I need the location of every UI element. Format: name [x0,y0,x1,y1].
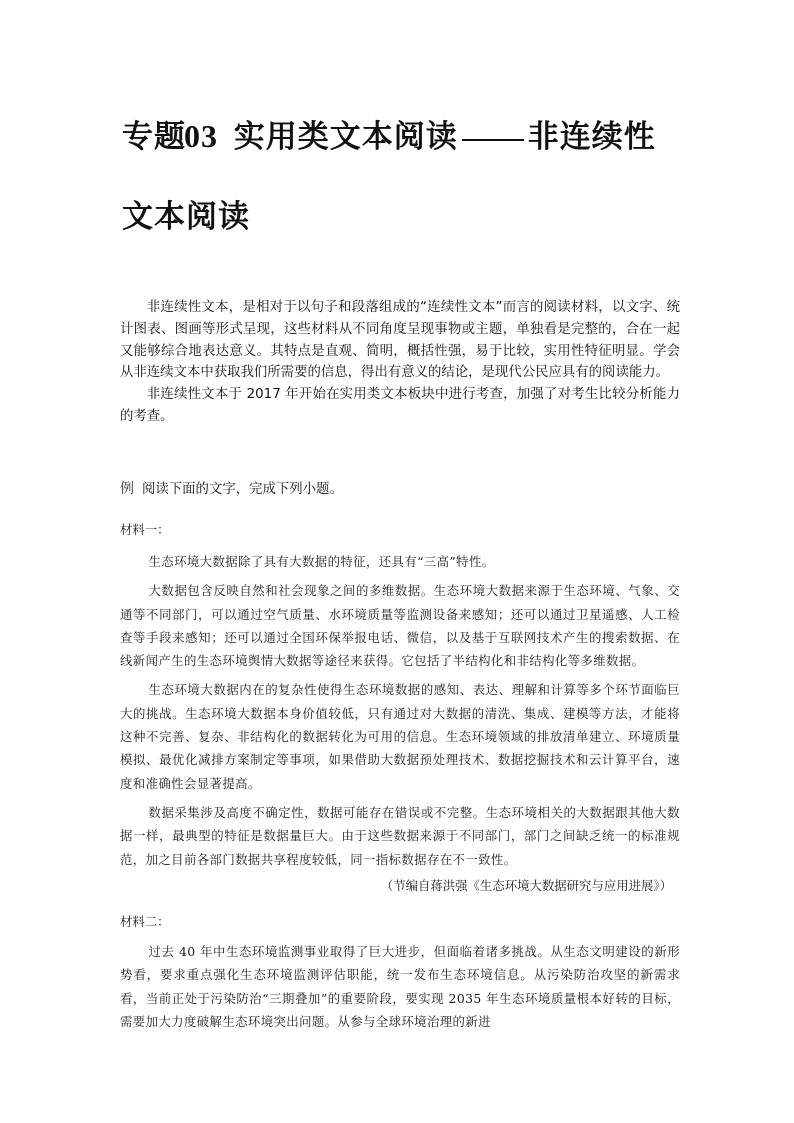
material-two-label: 材料二： [120,914,170,929]
material-one-label: 材料一： [120,522,170,537]
material-one-source: （节编自蒋洪强《生态环境大数据研究与应用进展》） [380,877,672,893]
intro-section [120,297,680,428]
title-line2: 文本阅读 [122,199,250,235]
intro-paragraph-1: 非连续性文本，是相对于以句子和段落组成的“连续性文本”而言的阅读材料，以文字、统计图表、图画等形式呈现，这些材料从不同角度呈现事物或主题，单独看是完整的，合在一起又能够综合地表达意义。其特点是直观、简明，概括性强，易于比较，实用性特征明显。学会从非连续文本中获取我们所需要的信息，得出有意义的结论，是现代公民应具有的阅读能力。 [120,300,680,381]
title-suffix: 非连续性 [527,119,656,155]
example-instruction: 阅读下面的文字，完成下列小题。 [142,482,343,497]
title-prefix: 专题 [122,119,186,155]
material-two-paragraph-1: 过去 40 年中生态环境监测事业取得了巨大进步，但面临着诸多挑战。从生态文明建设的新形势看，要求重点强化生态环境监测评估职能，统一发布生态环境信息。从污染防治攻坚的新需求看，当前正处于污染防治“三期叠加”的重要阶段，要实现 2035 年生态环境质量根本好转的目标，需要加大力度破解生态环境突出问题。从参与全球环境治理的新进 [120,944,680,1029]
intro-paragraph-2: 非连续性文本于 2017 年开始在实用类文本板块中进行考查，加强了对考生比较分析能力的考查。 [120,387,680,424]
material-one-paragraph-3: 生态环境大数据内在的复杂性使得生态环境数据的感知、表达、理解和计算等多个环节面临巨大的挑战。生态环境大数据本身价值较低，只有通过对大数据的清洗、集成、建模等方法，才能将这种不完善、复杂、非结构化的数据转化为可用的信息。生态环境领域的排放清单建立、环境质量模拟、最优化减排方案制定等事项，如果借助大数据预处理技术、数据挖掘技术和云计算平台，速度和准确性会显著提高。 [120,682,680,791]
page-title [122,96,722,257]
material-one-paragraph-4: 数据采集涉及高度不确定性，数据可能存在错误或不完整。生态环境相关的大数据跟其他大数据一样，最典型的特征是数据量巨大。由于这些数据来源于不同部门，部门之间缺乏统一的标准规范，加之目前各部门数据共享程度较低，同一指标数据存在不一致性。 [120,804,680,867]
material-one-paragraph-2: 大数据包含反映自然和社会现象之间的多维数据。生态环境大数据来源于生态环境、气象、交通等不同部门，可以通过空气质量、水环境质量等监测设备来感知；还可以通过卫星遥感、人工检查等手段来感知；还可以通过全国环保举报电话、微信，以及基于互联网技术产生的搜索数据、在线新闻产生的生态环境舆情大数据等途径来获得。它包括了半结构化和非结构化等多维数据。 [120,583,680,669]
example-heading [120,478,680,501]
title-dash [462,139,524,141]
material-one-paragraph-1: 生态环境大数据除了具有大数据的特征，还具有“三高”特性。 [148,554,495,569]
material-one [120,520,680,897]
title-number: 03 [184,118,218,154]
title-main: 实用类文本阅读 [233,119,458,155]
material-two [120,912,680,1033]
example-tag: 例 [120,481,134,497]
